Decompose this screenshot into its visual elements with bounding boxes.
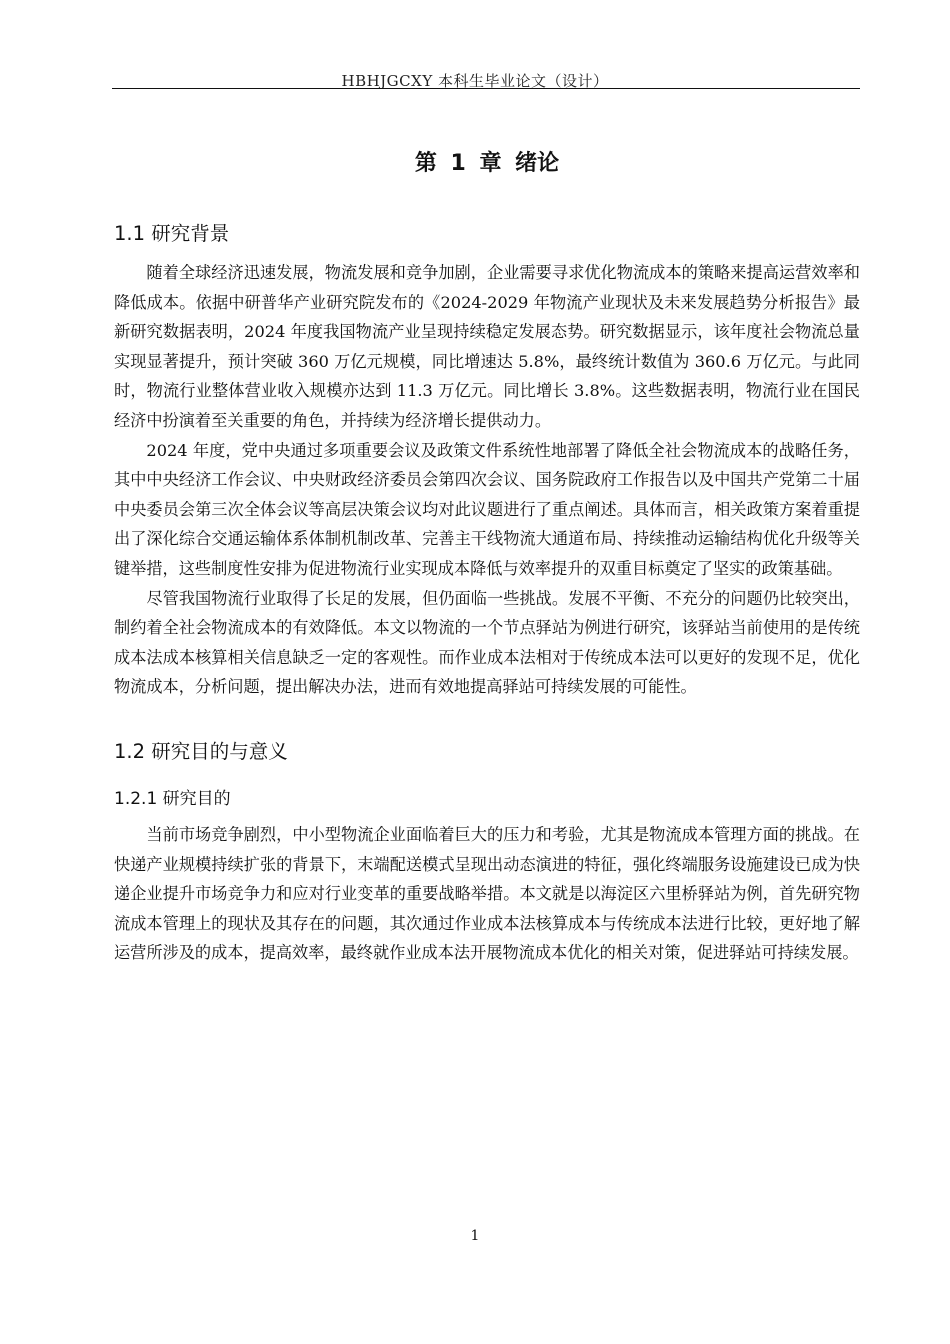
section-heading-research-background: 1.1 研究背景 xyxy=(114,222,230,245)
paragraph-background-3: 尽管我国物流行业取得了长足的发展，但仍面临一些挑战。发展不平衡、不充分的问题仍比较突出，制约着全社会物流成本的有效降低。本文以物流的一个节点驿站为例进行研究，该驿站当前使用的是传统成本法成本核算相关信息缺乏一定的客观性。而作业成本法相对于传统成本法可以更好的发现不足，优化物流成本，分析问题，提出解决办法，进而有效地提高驿站可持续发展的可能性。 xyxy=(114,588,860,697)
chapter-title: 第 1 章 绪论 xyxy=(414,151,560,176)
running-header: HBHJGCXY 本科生毕业论文（设计） xyxy=(341,72,609,90)
header-divider xyxy=(112,88,860,89)
paragraph-purpose-1: 当前市场竞争剧烈，中小型物流企业面临着巨大的压力和考验，尤其是物流成本管理方面的挑战。在快递产业规模持续扩张的背景下，末端配送模式呈现出动态演进的特征，强化终端服务设施建设已成为快递企业提升市场竞争力和应对行业变革的重要战略举措。本文就是以海淀区六里桥驿站为例，首先研究物流成本管理上的现状及其存在的问题，其次通过作业成本法核算成本与传统成本法进行比较，更好地了解运营所涉及的成本，提高效率，最终就作业成本法开展物流成本优化的相关对策，促进驿站可持续发展。 xyxy=(114,824,860,963)
section-heading-purpose-significance: 1.2 研究目的与意义 xyxy=(114,739,288,763)
paragraph-background-1: 随着全球经济迅速发展，物流发展和竞争加剧，企业需要寻求优化物流成本的策略来提高运营效率和降低成本。依据中研普华产业研究院发布的《2024-2029 年物流产业现状及未来发展趋势分析报告》最新研究数据表明，2024 年度我国物流产业呈现持续稳定发展态势。研究数据显示，该年度社会物流总量实现显著提升，预计突破 360 万亿元规模，同比增速达 5.8%，最终统计数值为 360.6 万亿元。与此同时，物流行业整体营业收入规模亦达到 11.3 万亿元。同比增长 3.8%。这些数据表明，物流行业在国民经济中扮演着至关重要的角色，并持续为经济增长提供动力。 xyxy=(114,263,860,430)
page-body xyxy=(114,140,860,968)
subsection-heading-research-purpose: 1.2.1 研究目的 xyxy=(114,788,231,809)
page-number: 1 xyxy=(470,1228,480,1244)
paragraph-background-2: 2024 年度，党中央通过多项重要会议及政策文件系统性地部署了降低全社会物流成本的战略任务，其中中央经济工作会议、中央财政经济委员会第四次会议、国务院政府工作报告以及中国共产党第二十届中央委员会第三次全体会议等高层决策会议均对此议题进行了重点阐述。具体而言，相关政策方案着重提出了深化综合交通运输体系体制机制改革、完善主干线物流大通道布局、持续推动运输结构优化升级等关键举措，这些制度性安排为促进物流行业实现成本降低与效率提升的双重目标奠定了坚实的政策基础。 xyxy=(114,440,860,578)
